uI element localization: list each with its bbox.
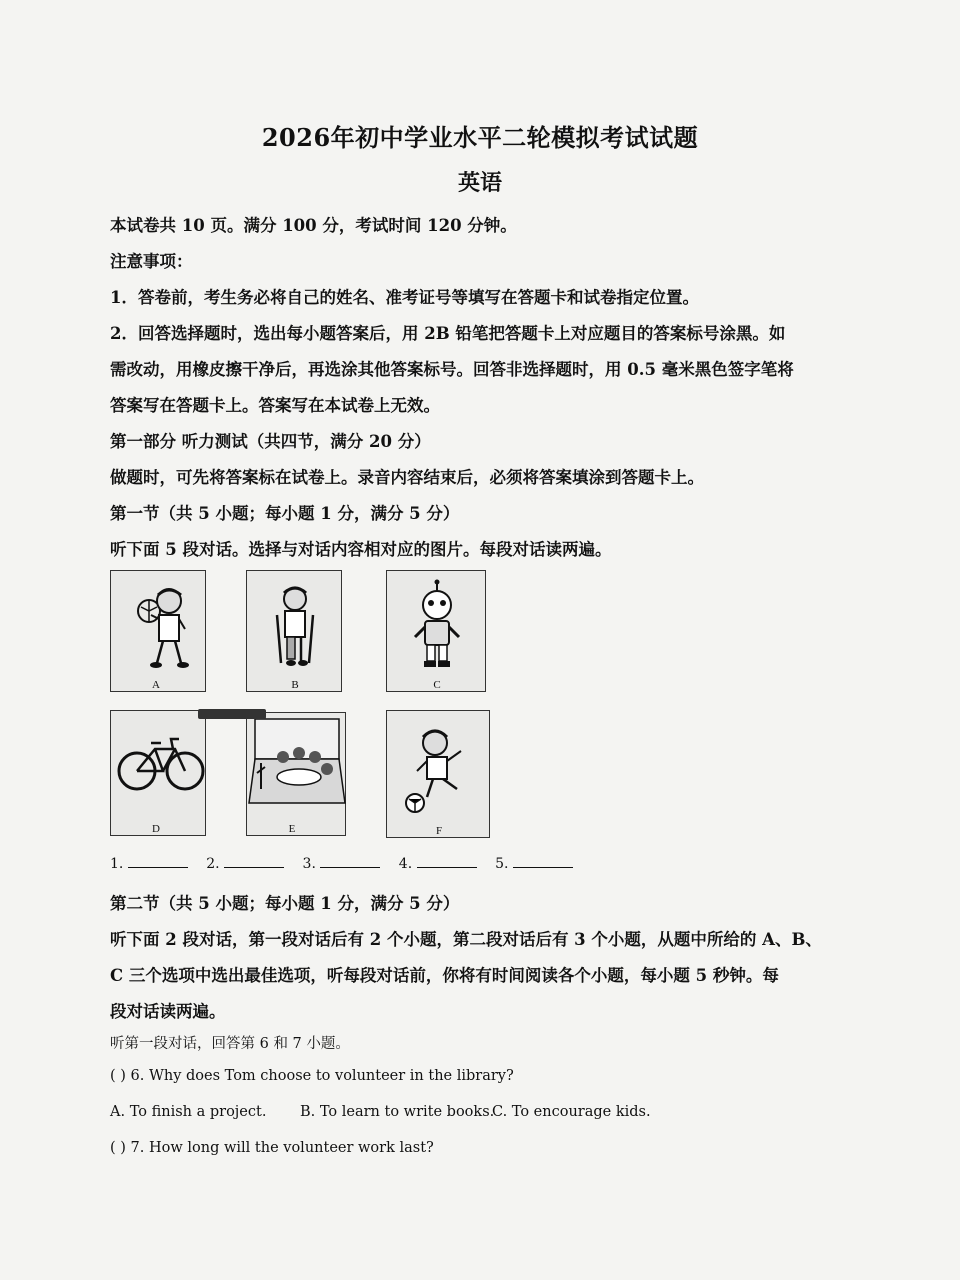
note-1: 1．答卷前，考生务必将自己的姓名、准考证号等填写在答题卡和试卷指定位置。 xyxy=(110,288,699,307)
volleyball-boy-icon xyxy=(111,571,207,693)
picture-f xyxy=(386,710,490,838)
exam-info: 本试卷共 10 页。满分 100 分，考试时间 120 分钟。 xyxy=(110,216,517,235)
note-2-line-3: 答案写在答题卡上。答案写在本试卷上无效。 xyxy=(110,396,440,415)
answer-blanks xyxy=(110,855,587,872)
injured-boy-crutches-icon xyxy=(247,571,343,693)
overlay-bar xyxy=(198,709,266,719)
section2-heading: 第二节（共 5 小题；每小题 1 分，满分 5 分） xyxy=(110,894,460,913)
part1-heading: 第一部分 听力测试（共四节，满分 20 分） xyxy=(110,432,431,451)
picture-b-label: B xyxy=(291,679,299,691)
blank-3[interactable]: 3. xyxy=(303,855,381,872)
q6-option-a[interactable]: A. To finish a project. xyxy=(110,1104,267,1120)
picture-a-label: A xyxy=(152,679,160,691)
section1-heading: 第一节（共 5 小题；每小题 1 分，满分 5 分） xyxy=(110,504,460,523)
football-boy-icon xyxy=(387,711,491,839)
blank-2[interactable]: 2. xyxy=(206,855,284,872)
note-2-line-2: 需改动，用橡皮擦干净后，再选涂其他答案标号。回答非选择题时，用 0.5 毫米黑色签字笔将 xyxy=(110,360,794,379)
question-6: ( ) 6. Why does Tom choose to volunteer in the library? xyxy=(110,1068,514,1084)
blank-4[interactable]: 4. xyxy=(399,855,477,872)
family-dinner-icon xyxy=(247,713,347,837)
robot-icon xyxy=(387,571,487,693)
bicycle-icon xyxy=(111,711,207,837)
question-7: ( ) 7. How long will the volunteer work last? xyxy=(110,1140,434,1156)
picture-b xyxy=(246,570,342,692)
picture-e-label: E xyxy=(288,823,296,835)
picture-d-label: D xyxy=(152,823,160,835)
q6-option-b[interactable]: B. To learn to write books. xyxy=(300,1104,495,1120)
blank-5[interactable]: 5. xyxy=(495,855,573,872)
section2-line-2: C 三个选项中选出最佳选项，听每段对话前，你将有时间阅读各个小题，每小题 5 秒钟。每 xyxy=(110,966,779,985)
section1-instruction: 听下面 5 段对话。选择与对话内容相对应的图片。每段对话读两遍。 xyxy=(110,540,612,559)
part1-instruction: 做题时，可先将答案标在试卷上。录音内容结束后，必须将答案填涂到答题卡上。 xyxy=(110,468,704,487)
picture-f-label: F xyxy=(435,825,443,837)
picture-c xyxy=(386,570,486,692)
picture-d xyxy=(110,710,206,836)
notice-heading: 注意事项： xyxy=(110,252,193,271)
subject-title: 英语 xyxy=(457,170,502,196)
section2-line-3: 段对话读两遍。 xyxy=(110,1002,226,1021)
q6-option-c[interactable]: C. To encourage kids. xyxy=(492,1104,651,1120)
blank-1[interactable]: 1. xyxy=(110,855,188,872)
picture-a xyxy=(110,570,206,692)
section2-line-1: 听下面 2 段对话，第一段对话后有 2 个小题，第二段对话后有 3 个小题，从题中所给的 A、B、 xyxy=(110,930,822,949)
picture-e xyxy=(246,712,346,836)
exam-title: 2026年初中学业水平二轮模拟考试试题 xyxy=(261,123,699,152)
dialog1-intro: 听第一段对话，回答第 6 和 7 小题。 xyxy=(110,1036,350,1052)
picture-c-label: C xyxy=(433,679,441,691)
note-2-line-1: 2．回答选择题时，选出每小题答案后，用 2B 铅笔把答题卡上对应题目的答案标号涂黑。如 xyxy=(110,324,786,343)
